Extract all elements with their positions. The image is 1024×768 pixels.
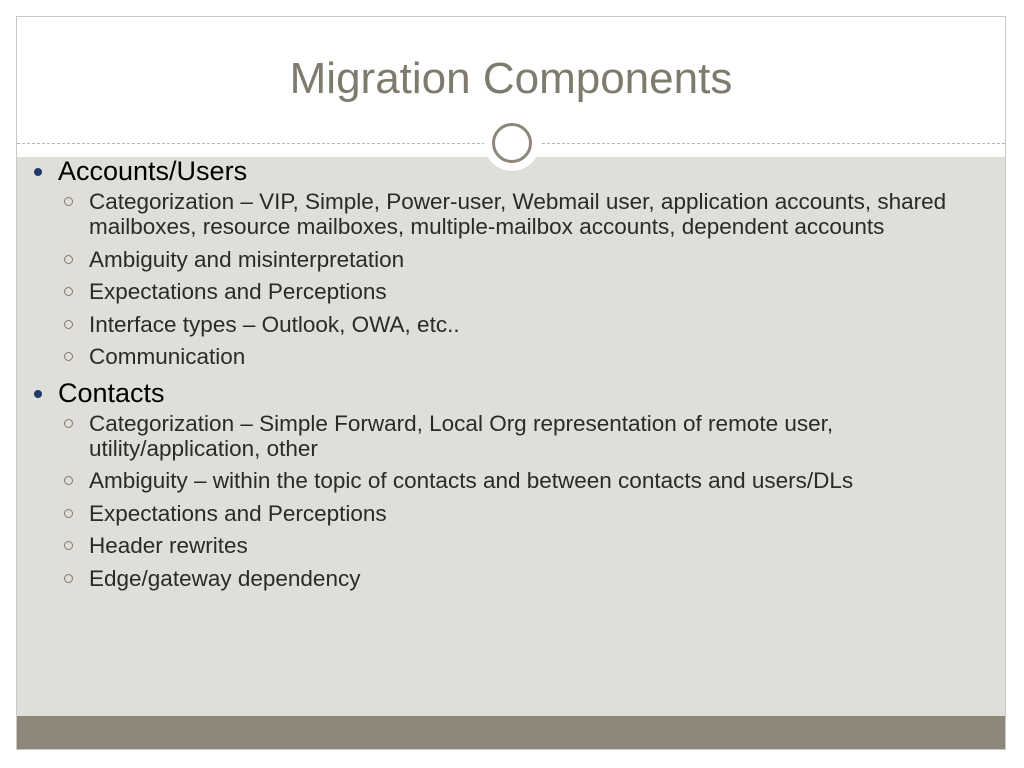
- footer-bar: [17, 716, 1005, 750]
- sub-bullet-text: Ambiguity and misinterpretation: [89, 246, 405, 272]
- sub-bullet-text: Communication: [89, 344, 246, 369]
- sub-bullet-ring-icon: [64, 352, 73, 361]
- sub-bullet-ring-icon: [64, 255, 73, 264]
- sub-bullet-ring-icon: [64, 419, 73, 428]
- sub-bullet-ring-icon: [64, 574, 73, 583]
- sub-bullet-text: Expectations and Perceptions: [89, 279, 387, 304]
- sub-bullet: [58, 279, 958, 304]
- sub-bullet-text: Categorization – VIP, Simple, Power-user, Webmail user, application accounts, shared mailboxes, resource mailboxes, multiple-mailbox accounts, dependent accounts: [89, 189, 947, 239]
- sub-bullet-ring-icon: [64, 197, 73, 206]
- sub-bullet-text: Header rewrites: [89, 533, 248, 558]
- sub-bullet: [58, 566, 958, 591]
- sub-bullet: [58, 312, 958, 337]
- sub-bullet: [58, 501, 958, 526]
- sub-bullet-text: Expectations and Perceptions: [89, 500, 387, 526]
- sub-bullet: [58, 533, 958, 558]
- sub-bullet-text: Categorization – Simple Forward, Local Org representation of remote user, utility/application, other: [89, 410, 834, 461]
- sub-bullet: [58, 344, 958, 369]
- sub-bullet: [58, 411, 958, 461]
- slide-title: Migration Components: [289, 54, 733, 103]
- sub-bullet: [58, 189, 958, 239]
- sub-bullet-ring-icon: [64, 320, 73, 329]
- bullet-text: Accounts/Users: [58, 156, 248, 186]
- sub-bullet: [58, 468, 958, 493]
- sub-bullet-ring-icon: [64, 509, 73, 518]
- bullet-text: Contacts: [58, 377, 165, 408]
- sub-bullet: [58, 247, 958, 272]
- bullet-dot-icon: [34, 390, 42, 398]
- sub-bullet-text: Edge/gateway dependency: [89, 565, 361, 591]
- sub-bullet-ring-icon: [64, 476, 73, 485]
- sub-bullet-text: Interface types – Outlook, OWA, etc..: [89, 311, 460, 337]
- bullet-dot-icon: [34, 168, 42, 176]
- sub-bullet-ring-icon: [64, 541, 73, 550]
- bullet-list: [28, 155, 958, 598]
- bullet-accounts-users: [28, 155, 958, 369]
- sub-bullet-list: [58, 411, 958, 591]
- sub-bullet-text: Ambiguity – within the topic of contacts and between contacts and users/DLs: [89, 468, 854, 493]
- sub-bullet-ring-icon: [64, 287, 73, 296]
- sub-bullet-list: [58, 189, 958, 369]
- bullet-contacts: [28, 377, 958, 591]
